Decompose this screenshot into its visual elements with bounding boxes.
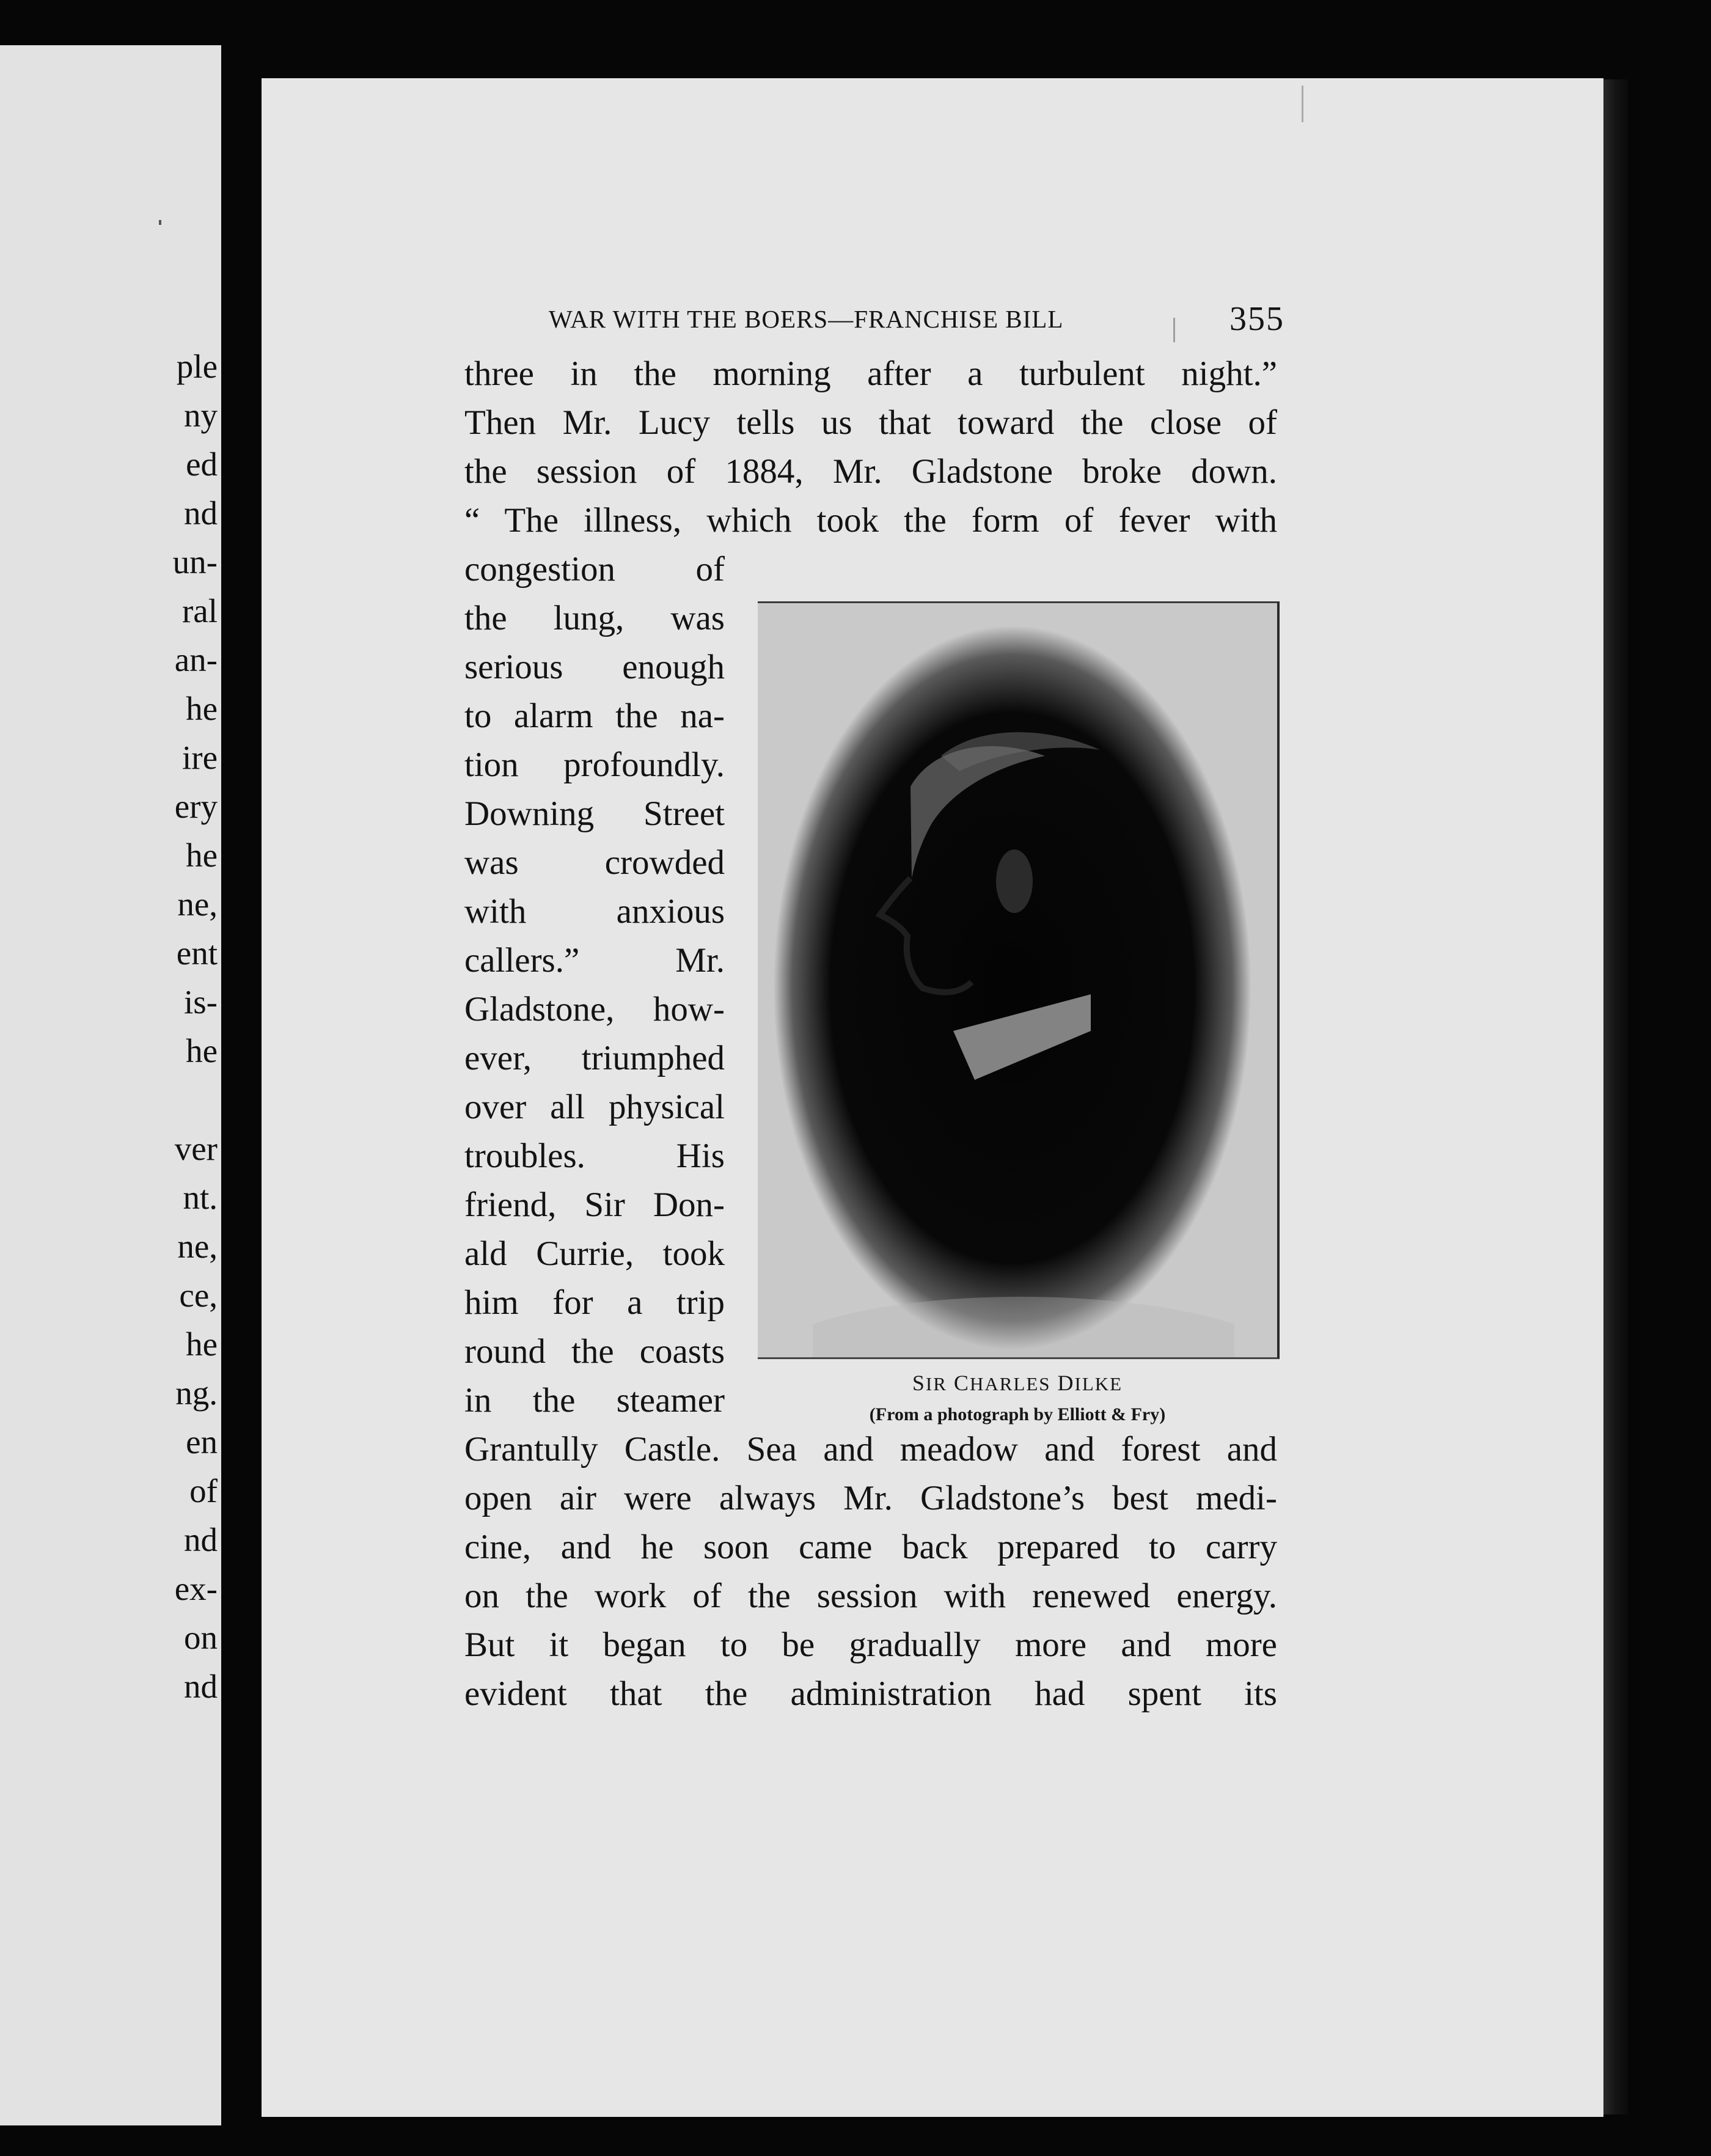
body-line: was crowded bbox=[464, 843, 725, 882]
facing-page-fragment: on bbox=[184, 1619, 218, 1656]
facing-page-fragment: ny bbox=[184, 397, 218, 434]
body-line: But it began to be gradually more and more bbox=[464, 1626, 1277, 1664]
body-line: open air were always Mr. Gladstone’s best medi- bbox=[464, 1479, 1277, 1517]
page-number: 355 bbox=[1229, 300, 1284, 338]
body-line: troubles. His bbox=[464, 1137, 725, 1175]
body-line: with anxious bbox=[464, 892, 725, 931]
body-line: in the steamer bbox=[464, 1381, 725, 1420]
body-line: serious enough bbox=[464, 648, 725, 686]
facing-page-fragment: ce, bbox=[179, 1277, 218, 1314]
body-line: him for a trip bbox=[464, 1283, 725, 1322]
facing-page-fragment: ne, bbox=[177, 1228, 218, 1265]
facing-page-fragment: nd bbox=[184, 494, 218, 532]
facing-page-fragment: of bbox=[189, 1472, 218, 1509]
body-line: over all physical bbox=[464, 1088, 725, 1126]
body-line: “ The illness, which took the form of fever with bbox=[464, 501, 1277, 540]
caption-title-initial: C bbox=[953, 1371, 970, 1395]
body-line: Gladstone, how- bbox=[464, 990, 725, 1028]
facing-page-fragment: he bbox=[186, 690, 218, 727]
body-line: callers.” Mr. bbox=[464, 941, 725, 980]
facing-page-fragment: ver bbox=[174, 1130, 218, 1167]
facing-page-fragment: ire bbox=[181, 739, 218, 776]
caption-title-smallcaps: IR bbox=[925, 1373, 947, 1395]
facing-page-fragment: he bbox=[186, 1032, 218, 1069]
facing-page-fragment: ng. bbox=[175, 1374, 218, 1412]
scan-speck bbox=[1302, 86, 1303, 122]
body-line: the session of 1884, Mr. Gladstone broke down. bbox=[464, 452, 1277, 491]
body-line: Grantully Castle. Sea and meadow and forest and bbox=[464, 1430, 1277, 1469]
caption-title-smallcaps: HARLES bbox=[969, 1373, 1051, 1395]
facing-page-fragment: he bbox=[186, 837, 218, 874]
facing-page-fragment: un- bbox=[172, 543, 218, 581]
page-edge-shadow bbox=[1603, 79, 1628, 2114]
body-line: tion profoundly. bbox=[464, 746, 725, 784]
facing-page-fragment: an- bbox=[174, 641, 218, 678]
scan-speck bbox=[1173, 318, 1175, 342]
facing-page-fragment: ne, bbox=[177, 886, 218, 923]
caption-title-initial: D bbox=[1057, 1371, 1075, 1395]
facing-page-fragment: ral bbox=[181, 592, 218, 629]
body-line: three in the morning after a turbulent night.” bbox=[464, 354, 1277, 393]
facing-page-fragment: ery bbox=[174, 788, 218, 825]
facing-page-fragment: nd bbox=[184, 1521, 218, 1558]
portrait-photograph bbox=[758, 601, 1280, 1359]
facing-page-fragment: is- bbox=[184, 983, 218, 1021]
facing-page bbox=[0, 45, 221, 2125]
portrait-silhouette bbox=[758, 603, 1277, 1357]
body-line: on the work of the session with renewed energy. bbox=[464, 1577, 1277, 1615]
body-line: evident that the administration had spent its bbox=[464, 1674, 1277, 1713]
scan-speck bbox=[159, 220, 161, 225]
facing-page-text-fragments bbox=[0, 45, 221, 2125]
body-line: Then Mr. Lucy tells us that toward the close of bbox=[464, 403, 1277, 442]
body-line: cine, and he soon came back prepared to carry bbox=[464, 1528, 1277, 1566]
body-line: round the coasts bbox=[464, 1332, 725, 1371]
body-line: the lung, was bbox=[464, 599, 725, 637]
facing-page-fragment: ed bbox=[186, 446, 218, 483]
figure-caption-title bbox=[758, 1370, 1277, 1396]
body-line: ald Currie, took bbox=[464, 1234, 725, 1273]
facing-page-fragment: nd bbox=[184, 1668, 218, 1705]
facing-page-fragment: ple bbox=[176, 348, 218, 385]
facing-page-fragment: en bbox=[186, 1423, 218, 1461]
page-header bbox=[549, 300, 1284, 347]
body-line: congestion of bbox=[464, 550, 725, 588]
running-head: WAR WITH THE BOERS—FRANCHISE BILL bbox=[549, 305, 1064, 333]
body-line: ever, triumphed bbox=[464, 1039, 725, 1077]
facing-page-fragment: he bbox=[186, 1326, 218, 1363]
body-line: friend, Sir Don- bbox=[464, 1186, 725, 1224]
facing-page-fragment: ent bbox=[176, 934, 218, 972]
body-line: to alarm the na- bbox=[464, 697, 725, 735]
caption-title-initial: S bbox=[912, 1371, 926, 1395]
facing-page-fragment: ex- bbox=[174, 1570, 218, 1607]
caption-title-smallcaps: ILKE bbox=[1074, 1373, 1123, 1395]
body-line: Downing Street bbox=[464, 794, 725, 833]
facing-page-fragment: nt. bbox=[183, 1179, 218, 1216]
figure-caption-credit: (From a photograph by Elliott & Fry) bbox=[869, 1404, 1166, 1425]
